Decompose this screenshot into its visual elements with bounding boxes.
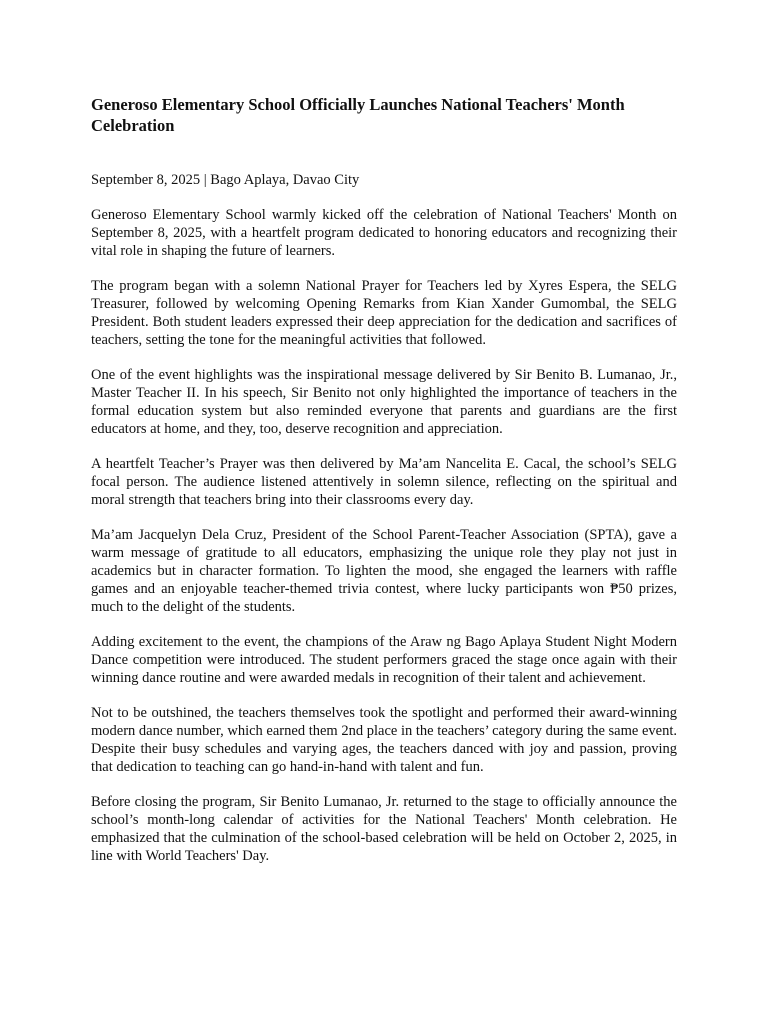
- paragraph-teachers-prayer: A heartfelt Teacher’s Prayer was then delivered by Ma’am Nancelita E. Cacal, the school’s SELG focal person. The audience listened attentively in solemn silence, reflecting on the spiritual and moral strength that teachers bring into their classrooms every day.: [91, 456, 677, 508]
- paragraph-teachers-dance: Not to be outshined, the teachers themselves took the spotlight and performed their award-winning modern dance number, which earned them 2nd place in the teachers’ category during the same event. Despite their busy schedules and varying ages, the teachers danced with joy and passion, proving that dedication to teaching can go hand-in-hand with talent and fun.: [91, 705, 677, 775]
- paragraph-closing: Before closing the program, Sir Benito Lumanao, Jr. returned to the stage to officially announce the school’s month-long calendar of activities for the National Teachers' Month celebration. He emphasized that the culmination of the school-based celebration will be held on October 2, 2025, in line with World Teachers' Day.: [91, 794, 677, 864]
- paragraph-spta-message: Ma’am Jacquelyn Dela Cruz, President of the School Parent-Teacher Association (SPTA), gave a warm message of gratitude to all educators, emphasizing the unique role they play not just in academics but in character formation. To lighten the mood, she engaged the learners with raffle games and an enjoyable teacher-themed trivia contest, where lucky participants won ₱50 prizes, much to the delight of the students.: [91, 527, 677, 615]
- paragraph-program-opening: The program began with a solemn National Prayer for Teachers led by Xyres Espera, the SELG Treasurer, followed by welcoming Opening Remarks from Kian Xander Gumombal, the SELG President. Both student leaders expressed their deep appreciation for the dedication and sacrifices of teachers, setting the tone for the meaningful activities that followed.: [91, 278, 677, 348]
- document-page: [91, 94, 677, 882]
- paragraph-student-dance: Adding excitement to the event, the champions of the Araw ng Bago Aplaya Student Night Modern Dance competition were introduced. The student performers graced the stage once again with their winning dance routine and were awarded medals in recognition of their talent and achievement.: [91, 634, 677, 686]
- article-title: Generoso Elementary School Officially Launches National Teachers' Month Celebration: [91, 95, 625, 135]
- paragraph-inspirational-message: One of the event highlights was the inspirational message delivered by Sir Benito B. Lumanao, Jr., Master Teacher II. In his speech, Sir Benito not only highlighted the importance of teachers in the formal education system but also reminded everyone that parents and guardians are the first educators at home, and they, too, deserve recognition and appreciation.: [91, 367, 677, 437]
- paragraph-intro: Generoso Elementary School warmly kicked off the celebration of National Teachers' Month on September 8, 2025, with a heartfelt program dedicated to honoring educators and recognizing their vital role in shaping the future of learners.: [91, 207, 677, 259]
- article-dateline: September 8, 2025 | Bago Aplaya, Davao City: [91, 172, 360, 188]
